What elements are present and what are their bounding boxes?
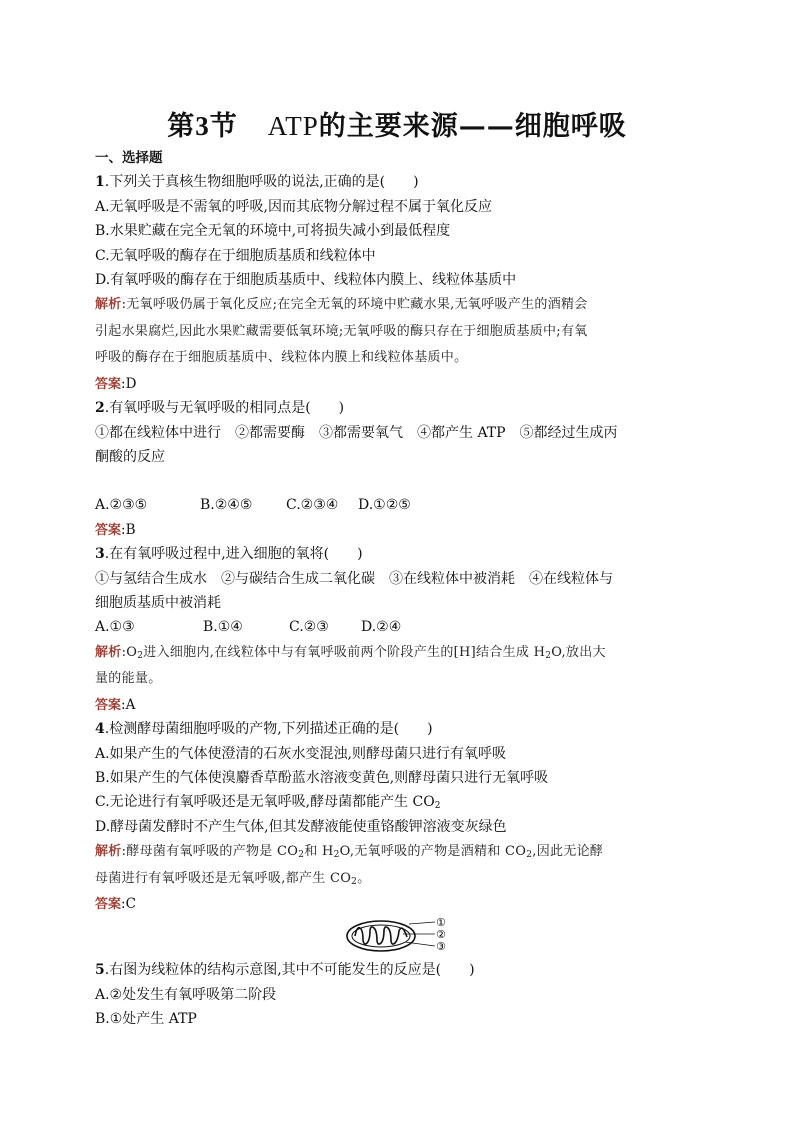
q3-option-b: B.①④ [203,619,243,636]
q2-option-a: A.②③⑤ [95,497,148,514]
mitochondria-diagram [343,916,453,956]
q5-stem: 5.右图为线粒体的结构示意图,其中不可能发生的反应是( ) [95,962,475,979]
section-heading: 一、选择题 [95,150,163,166]
q3-option-c: C.②③ [289,619,329,636]
title-atp: ATP [267,111,319,141]
q2-stem: 2.有氧呼吸与无氧呼吸的相同点是( ) [95,400,345,417]
q3-option-d: D.②④ [361,619,402,636]
q2-option-d: D.①②⑤ [358,497,411,514]
q2-option-c: C.②③④ [286,497,339,514]
q4-answer: 答案:C [95,896,136,913]
title-suffix: 节 [209,111,238,142]
figure-label-1: ① [436,916,446,930]
q4-option-a: A.如果产生的气体使澄清的石灰水变混浊,则酵母菌只进行有氧呼吸 [95,745,507,762]
q1-option-d: D.有氧呼吸的酶存在于细胞质基质中、线粒体内膜上、线粒体基质中 [95,271,517,288]
q2-items-line: 酮酸的反应 [95,449,165,466]
q4-option-b: B.如果产生的气体使溴麝香草酚蓝水溶液变黄色,则酵母菌只进行无氧呼吸 [95,769,549,786]
q1-stem: 1.下列关于真核生物细胞呼吸的说法,正确的是( ) [95,174,419,191]
q4-stem: 4.检测酵母菌细胞呼吸的产物,下列描述正确的是( ) [95,721,433,738]
q1-option-c: C.无氧呼吸的酶存在于细胞质基质和线粒体中 [95,247,376,264]
q3-explanation-line: 量的能量。 [95,671,162,687]
q3-option-a: A.①③ [95,619,135,636]
q3-items-line: ①与氢结合生成水 ②与碳结合生成二氧化碳 ③在线粒体中被消耗 ④在线粒体与 [95,570,613,587]
mitochondria-figure [95,916,695,958]
q1-explanation-line: 引起水果腐烂,因此水果贮藏需要低氧环境;无氧呼吸的酶只存在于细胞质基质中;有氧 [95,323,588,339]
q3-answer: 答案:A [95,696,136,713]
q5-option-a: A.②处发生有氧呼吸第二阶段 [95,986,277,1003]
q2-items-line: ①都在线粒体中进行 ②都需要酶 ③都需要氧气 ④都产生 ATP ⑤都经过生成丙 [95,424,618,441]
q2-answer: 答案:B [95,521,136,538]
q3-stem: 3.在有氧呼吸过程中,进入细胞的氧将( ) [95,546,363,563]
q1-answer: 答案:D [95,375,137,392]
q1-explanation-line: 解析:无氧呼吸仍属于氧化反应;在完全无氧的环境中贮藏水果,无氧呼吸产生的酒精会 [95,297,588,313]
q4-option-c: C.无论进行有氧呼吸还是无氧呼吸,酵母菌都能产生 $CO_2$ [95,794,441,812]
title-prefix: 第 [167,111,196,142]
q5-option-b: B.①处产生 ATP [95,1011,197,1028]
cristae-shape [355,927,407,944]
q3-items-line: 细胞质基质中被消耗 [95,594,221,611]
page-title [0,104,794,143]
q1-option-b: B.水果贮藏在完全无氧的环境中,可将损失减小到最低程度 [95,223,451,240]
label-line-1 [409,922,435,924]
q4-option-d: D.酵母菌发酵时不产生气体,但其发酵液能使重铬酸钾溶液变灰绿色 [95,818,507,835]
q4-explanation-line: 母菌进行有氧呼吸还是无氧呼吸,都产生 $CO_2$。 [95,870,371,887]
q1-explanation-line: 呼吸的酶存在于细胞质基质中、线粒体内膜上和线粒体基质中。 [95,350,468,366]
title-rest: 的主要来源——细胞呼吸 [318,111,627,142]
figure-label-3: ③ [436,940,446,954]
q3-explanation-line: 解析$:O_2$进入细胞内,在线粒体中与有氧呼吸前两个阶段产生的[H]结合生成 $H_2O$,放出大 [95,644,606,661]
figure-label-2: ② [436,928,446,942]
q2-options [95,493,695,517]
q4-explanation-line: 解析:酵母菌有氧呼吸的产物是 $CO_2$和 $H_2O$,无氧呼吸的产物是酒精和 $CO_2$,因此无论酵 [95,844,604,861]
q2-option-b: B.②④⑤ [200,497,253,514]
q1-option-a: A.无氧呼吸是不需氧的呼吸,因而其底物分解过程不属于氧化反应 [95,198,493,215]
content [95,146,695,1032]
title-number: 3 [195,111,210,141]
q3-options [95,615,695,639]
